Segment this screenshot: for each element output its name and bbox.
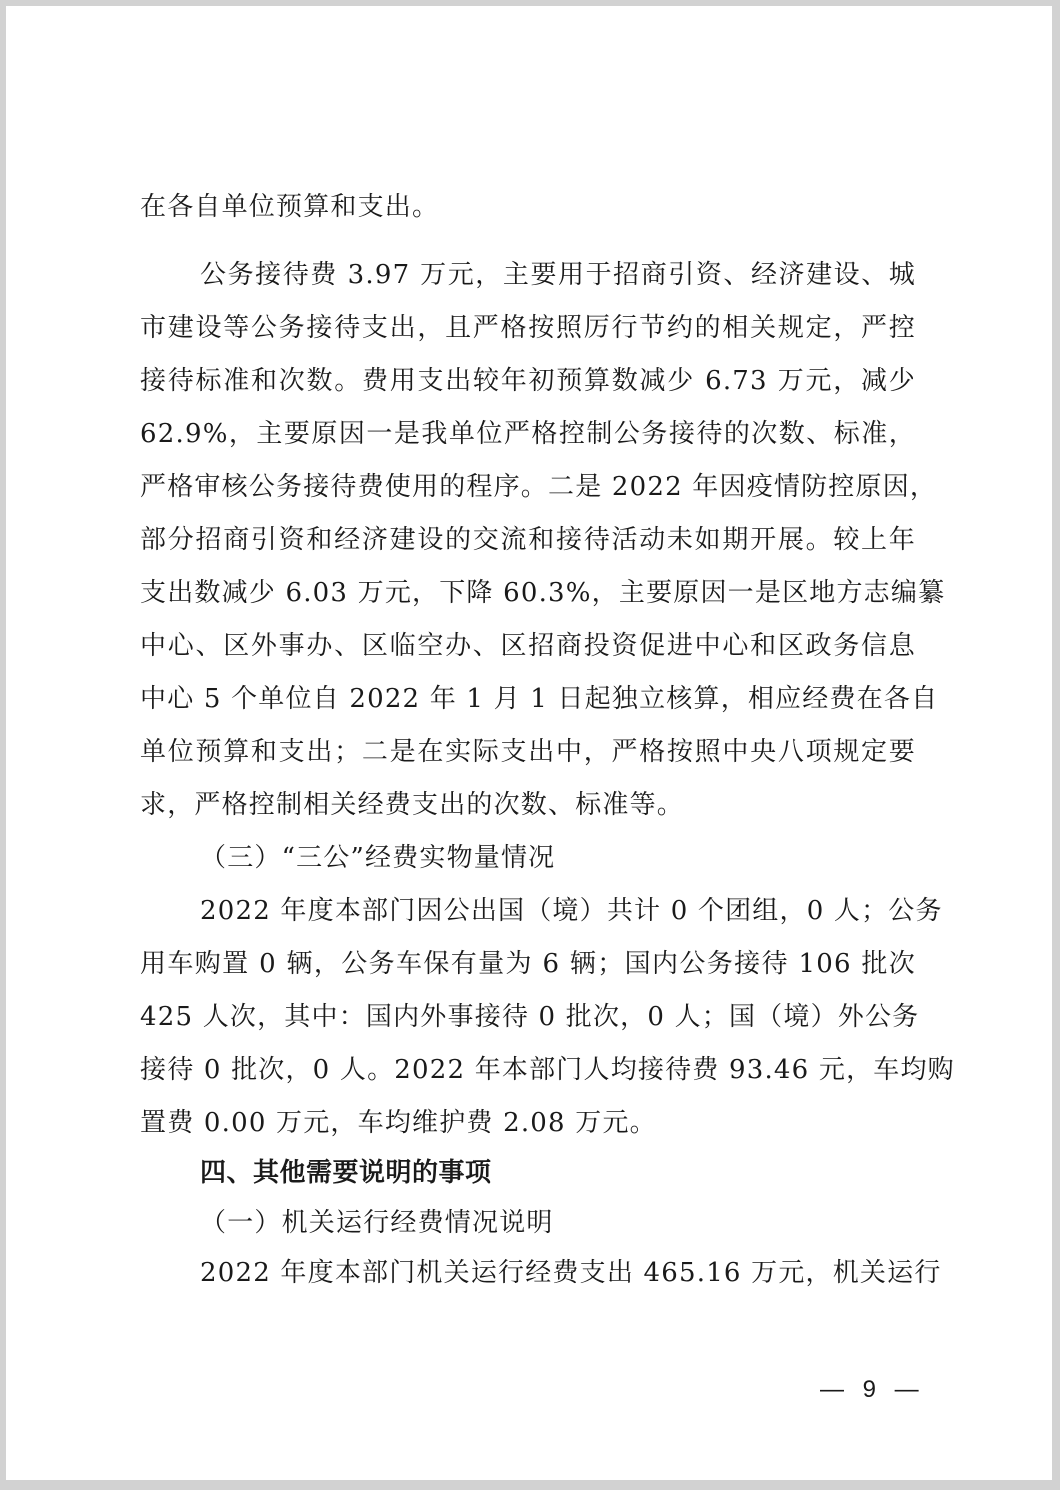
page-number: — 9 —	[820, 1376, 925, 1403]
body-line: 公务接待费 3.97 万元，主要用于招商引资、经济建设、城	[200, 260, 916, 290]
body-line: 置费 0.00 万元，车均维护费 2.08 万元。	[140, 1108, 657, 1138]
body-line: 部分招商引资和经济建设的交流和接待活动未如期开展。较上年	[140, 525, 916, 555]
subsection-heading: （一）机关运行经费情况说明	[200, 1208, 554, 1238]
body-line: 中心 5 个单位自 2022 年 1 月 1 日起独立核算，相应经费在各自	[140, 684, 939, 714]
body-line: 支出数减少 6.03 万元，下降 60.3%，主要原因一是区地方志编纂	[140, 578, 946, 608]
body-line: 62.9%，主要原因一是我单位严格控制公务接待的次数、标准，	[140, 419, 916, 449]
section-heading-3: （三）“三公”经费实物量情况	[200, 843, 556, 873]
body-line: 单位预算和支出；二是在实际支出中，严格按照中央八项规定要	[140, 737, 916, 767]
body-line: 用车购置 0 辆，公务车保有量为 6 辆；国内公务接待 106 批次	[140, 949, 916, 979]
body-line: 接待 0 批次，0 人。2022 年本部门人均接待费 93.46 元，车均购	[140, 1055, 955, 1085]
body-line: 严格审核公务接待费使用的程序。二是 2022 年因疫情防控原因，	[140, 472, 938, 502]
body-line: 2022 年度本部门机关运行经费支出 465.16 万元，机关运行	[200, 1258, 942, 1288]
body-line: 425 人次，其中：国内外事接待 0 批次，0 人；国（境）外公务	[140, 1002, 920, 1032]
body-line: 在各自单位预算和支出。	[140, 192, 440, 222]
body-line: 中心、区外事办、区临空办、区招商投资促进中心和区政务信息	[140, 631, 916, 661]
section-heading-4: 四、其他需要说明的事项	[200, 1158, 492, 1188]
body-line: 接待标准和次数。费用支出较年初预算数减少 6.73 万元，减少	[140, 366, 916, 396]
body-line: 2022 年度本部门因公出国（境）共计 0 个团组，0 人；公务	[200, 896, 943, 926]
body-line: 求，严格控制相关经费支出的次数、标准等。	[140, 790, 685, 820]
body-line: 市建设等公务接待支出，且严格按照厉行节约的相关规定，严控	[140, 313, 916, 343]
